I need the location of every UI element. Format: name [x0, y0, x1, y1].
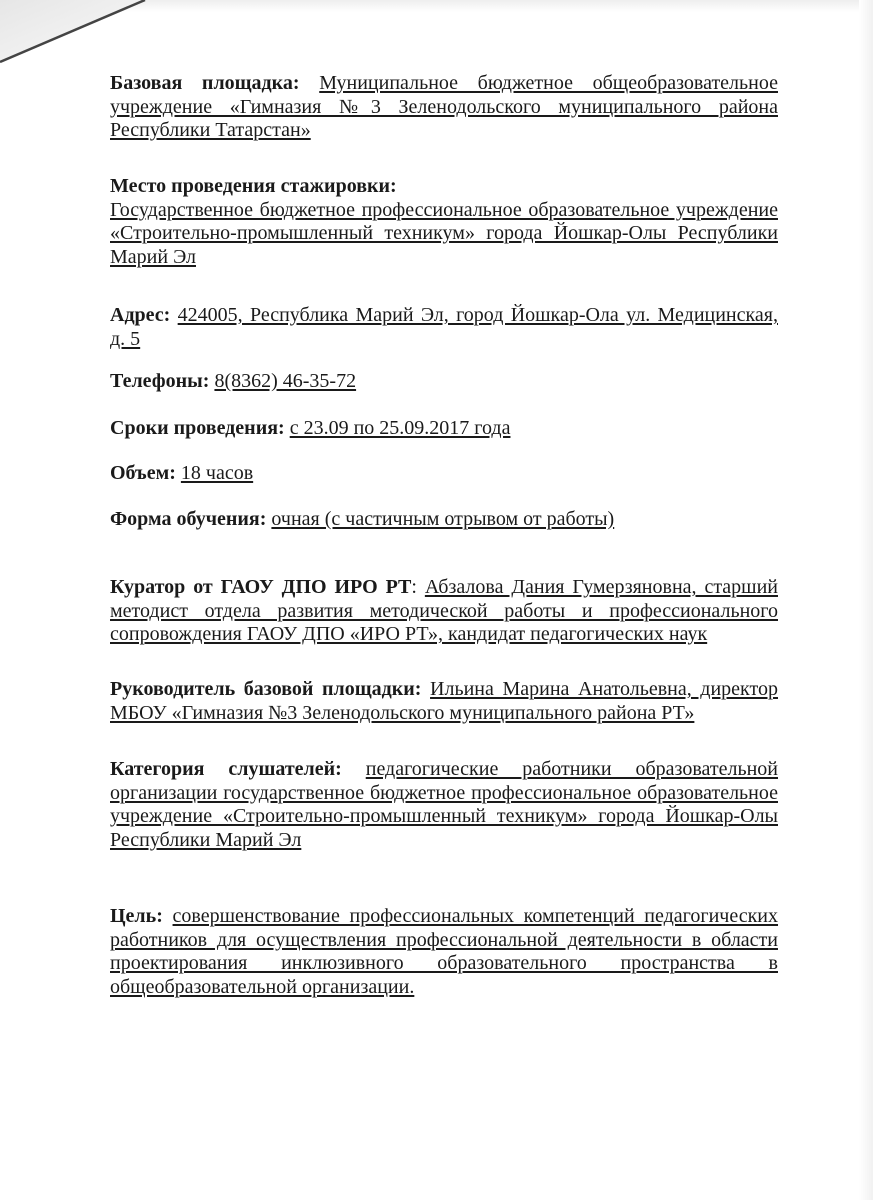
field-label: Куратор от ГАОУ ДПО ИРО РТ [110, 576, 412, 598]
field-label: Телефоны: [110, 370, 210, 392]
field-value: 18 часов [180, 462, 254, 484]
field-value: очная (с частичным отрывом от работы) [271, 508, 615, 530]
field-label: Базовая площадка: [110, 72, 300, 94]
folded-corner [0, 0, 160, 70]
field-value: совершенствование профессиональных компетенций педагогических работников для осуществления профессиональной деятельности в области проектирования инклюзивного образовательного пространства в общеобразовательной организации. [110, 905, 779, 998]
field-goal [110, 905, 778, 999]
field-value: 8(8362) 46-35-72 [214, 370, 357, 392]
field-value: педагогические работники образовательной организации государственное бюджетное профессиональное образовательное учреждение «Строительно-промышленный техникум» города Йошкар-Олы Республики Марий Эл [110, 758, 778, 851]
field-address [110, 304, 778, 351]
field-label: Руководитель базовой площадки: [110, 678, 422, 700]
field-internship-location [110, 175, 778, 269]
field-label: Объем: [110, 462, 176, 484]
field-value: Муниципальное бюджетное общеобразовательное учреждение «Гимназия №3 Зеленодольского муниципального района Республики Татарстан» [110, 72, 778, 141]
field-audience [110, 758, 778, 852]
scan-shadow [120, 0, 873, 12]
field-value: с 23.09 по 25.09.2017 года [289, 417, 511, 439]
field-label: Место проведения стажировки: [110, 175, 397, 197]
field-label: Сроки проведения: [110, 417, 285, 439]
field-label: Адрес: [110, 304, 171, 326]
scan-edge [859, 0, 873, 1200]
field-value: Государственное бюджетное профессиональное образовательное учреждение «Строительно-промышленный техникум» города Йошкар-Олы Республики Марий Эл [110, 198, 778, 268]
field-study-form [110, 508, 778, 532]
field-label: Категория слушателей: [110, 758, 342, 780]
field-value: Ильина Марина Анатольевна, директор МБОУ «Гимназия №3 Зеленодольского муниципального района РТ» [110, 678, 778, 724]
field-label: Форма обучения: [110, 508, 267, 530]
field-phones [110, 370, 778, 394]
field-base-site [110, 72, 778, 143]
field-curator: Куратор от ГАОУ ДПО ИРО РТ: Абзалова Дания Гумерзяновна, старший методист отдела развития методической работы и профессионального сопровождения ГАОУ ДПО «ИРО РТ», кандидат педагогических наук [110, 576, 778, 645]
field-value: 424005, Республика Марий Эл, город Йошкар-Ола ул. Медицинская, д. 5 [110, 304, 778, 350]
field-label: Цель: [110, 905, 163, 927]
field-dates [110, 417, 778, 441]
field-value: Абзалова Дания Гумерзяновна, старший методист отдела развития методической работы и профессионального сопровождения ГАОУ ДПО «ИРО РТ», кандидат педагогических наук [110, 576, 778, 645]
field-site-head [110, 678, 778, 725]
field-volume [110, 462, 778, 486]
